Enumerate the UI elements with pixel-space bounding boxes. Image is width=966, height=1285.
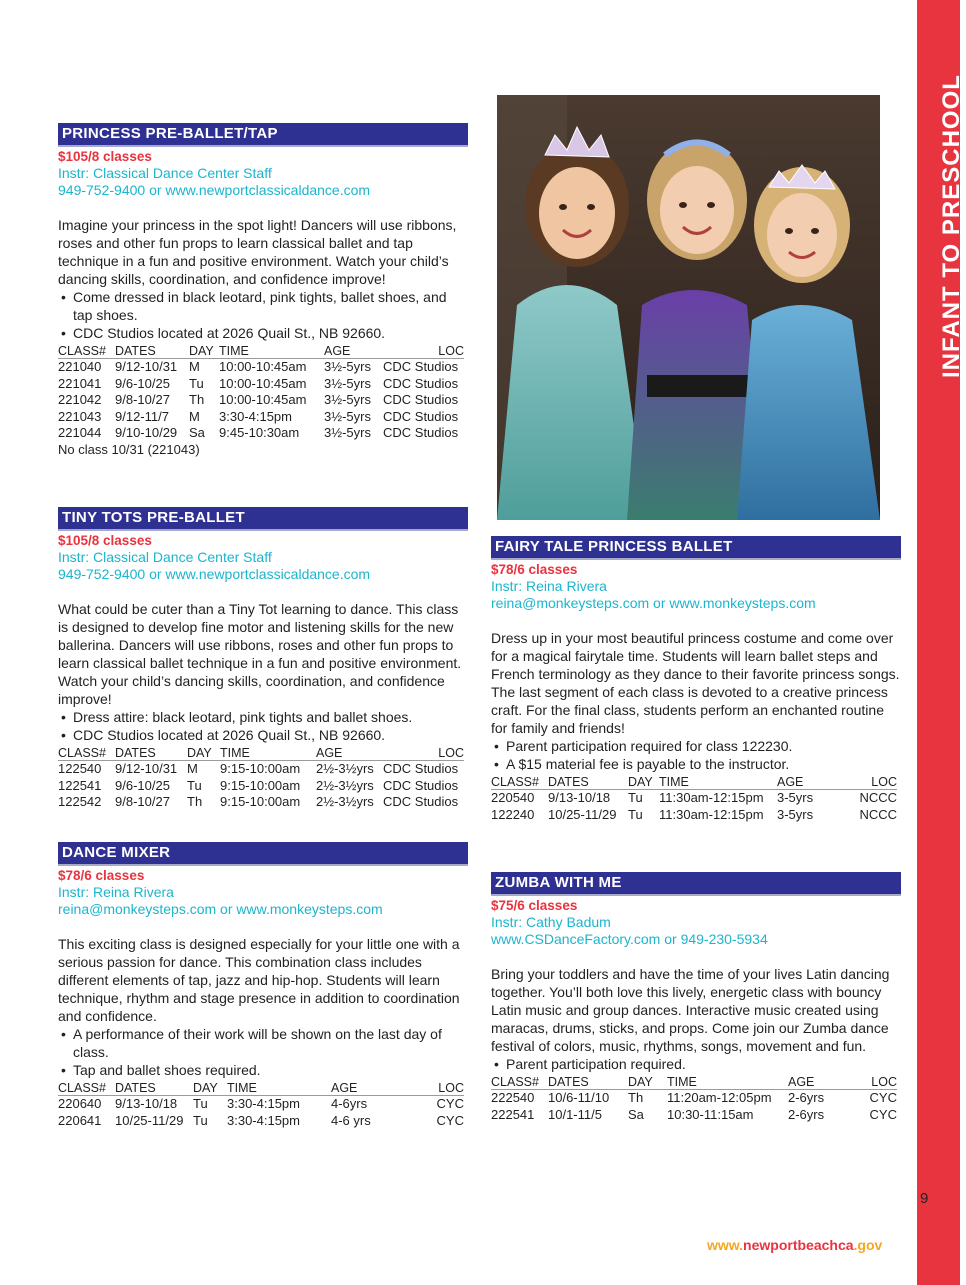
cell: 221041 xyxy=(58,375,102,391)
class-schedule-table xyxy=(491,1075,897,1123)
cell: Tu xyxy=(628,790,643,805)
cell: 2½-3½yrs xyxy=(316,777,374,793)
cell: Tu xyxy=(193,1096,208,1111)
contact[interactable]: 949-752-9400 or www.newportclassicaldance.com xyxy=(58,565,371,582)
cell: CYC xyxy=(869,1106,897,1122)
section-title: ZUMBA WITH ME xyxy=(491,872,901,894)
cell: 9:45-10:30am xyxy=(219,425,300,440)
cell: 10:00-10:45am xyxy=(219,392,307,407)
cell: 10/1-11/5 xyxy=(548,1106,602,1122)
description: Imagine your princess in the spot light! Dancers will use ribbons, roses and other fun props to learn classical ballet and tap technique in a fun and positive environment. Watch your child’s dancing skills, coordination, and confidence improve! xyxy=(58,217,457,287)
header-day: DAY xyxy=(187,746,220,761)
cell: CYC xyxy=(436,1112,464,1128)
cell: Tu xyxy=(189,375,204,391)
header-dates: DATES xyxy=(548,775,628,790)
bullet-item: • Come dressed in black leotard, pink tights, ballet shoes, and tap shoes. xyxy=(58,288,468,324)
instructor: Instr: Reina Rivera xyxy=(58,884,174,900)
header-class: CLASS# xyxy=(58,1081,115,1096)
section-tiny-tots xyxy=(58,507,468,811)
section-title: FAIRY TALE PRINCESS BALLET xyxy=(491,536,901,558)
cell: M xyxy=(187,761,198,776)
princess-dancers-photo xyxy=(497,95,880,520)
footer-prefix: www. xyxy=(707,1237,744,1253)
cell: CDC Studios xyxy=(383,375,459,391)
cell: 122540 xyxy=(58,761,102,776)
cell: 3½-5yrs xyxy=(324,359,371,374)
table-row xyxy=(58,359,464,376)
cell: M xyxy=(189,359,200,374)
contact[interactable]: www.CSDanceFactory.com or 949-230-5934 xyxy=(491,930,768,947)
cell: 9/12-11/7 xyxy=(115,408,169,424)
cell: 9/13-10/18 xyxy=(548,790,611,805)
header-loc: LOC xyxy=(401,1081,464,1096)
bullet-item: • CDC Studios located at 2026 Quail St., NB 92660. xyxy=(58,324,468,342)
table-header-row xyxy=(58,344,464,359)
cell: 4-6yrs xyxy=(331,1096,368,1111)
cell: 10:00-10:45am xyxy=(219,359,307,374)
bullet-item: • Tap and ballet shoes required. xyxy=(58,1061,468,1079)
cell: 11:30am-12:15pm xyxy=(659,790,764,805)
cell: CDC Studios xyxy=(383,392,459,407)
bullet-item: • Parent participation required. xyxy=(491,1055,901,1073)
cell: 221040 xyxy=(58,359,102,374)
cell: 2½-3½yrs xyxy=(316,761,374,776)
cell: NCCC xyxy=(859,806,897,822)
section-title: TINY TOTS PRE-BALLET xyxy=(58,507,468,529)
footer-domain: newportbeachca xyxy=(743,1237,854,1253)
cell: 9:15-10:00am xyxy=(220,761,301,776)
description: What could be cuter than a Tiny Tot learning to dance. This class is designed to develop fine motor and listening skills for the new ballerina. Dancers will use ribbons, roses and other fun props to learn classical ballet technique in a fun and positive environment. Watch your child’s dancing skills, coordination, and confidence improve! xyxy=(58,601,462,707)
cell: 3:30-4:15pm xyxy=(227,1096,300,1111)
class-schedule-table xyxy=(491,775,897,823)
price: $78/6 classes xyxy=(491,562,578,577)
header-age: AGE xyxy=(777,775,841,790)
header-class: CLASS# xyxy=(491,1075,548,1090)
table-row xyxy=(491,790,897,807)
header-time: TIME xyxy=(659,775,777,790)
header-day: DAY xyxy=(189,344,219,359)
cell: CYC xyxy=(869,1090,897,1105)
cell: 220640 xyxy=(58,1096,102,1111)
cell: Tu xyxy=(193,1112,208,1128)
header-class: CLASS# xyxy=(58,746,115,761)
table-header-row xyxy=(491,1075,897,1090)
header-loc: LOC xyxy=(383,746,464,761)
cell: CDC Studios xyxy=(383,425,459,440)
contact[interactable]: reina@monkeysteps.com or www.monkeysteps.com xyxy=(58,900,383,917)
header-time: TIME xyxy=(220,746,316,761)
cell: 220540 xyxy=(491,790,535,805)
cell: CDC Studios xyxy=(383,777,459,793)
cell: 3:30-4:15pm xyxy=(227,1112,300,1128)
table-header-row xyxy=(491,775,897,790)
header-loc: LOC xyxy=(841,775,897,790)
header-loc: LOC xyxy=(848,1075,897,1090)
cell: CDC Studios xyxy=(383,408,459,424)
cell: 4-6 yrs xyxy=(331,1112,371,1128)
cell: 9:15-10:00am xyxy=(220,794,301,809)
cell: 3½-5yrs xyxy=(324,392,371,407)
table-row xyxy=(58,794,464,811)
cell: 2-6yrs xyxy=(788,1106,825,1122)
cell: CDC Studios xyxy=(383,761,459,776)
cell: Th xyxy=(187,794,203,809)
cell: 10/25-11/29 xyxy=(548,806,617,822)
cell: CYC xyxy=(436,1096,464,1111)
section-zumba xyxy=(491,872,901,1123)
section-princess-pre-ballet xyxy=(58,123,468,458)
cell: 9/13-10/18 xyxy=(115,1096,178,1111)
schedule-note: No class 10/31 (221043) xyxy=(58,441,200,457)
header-day: DAY xyxy=(628,1075,667,1090)
cell: CDC Studios xyxy=(383,359,459,374)
description: Bring your toddlers and have the time of your lives Latin dancing together. You’ll both love this lively, energetic class with bouncy Latin music and group dances. Interactive music created using maracas, drums, sticks, and props. Come join our Zumba dance festival of colors, music, rhythms, songs, movement and fun. xyxy=(491,966,890,1054)
cell: Sa xyxy=(189,425,205,440)
cell: 122541 xyxy=(58,777,102,793)
table-row xyxy=(58,392,464,409)
bullet-item: • A $15 material fee is payable to the instructor. xyxy=(491,755,901,773)
header-age: AGE xyxy=(331,1081,401,1096)
cell: 220641 xyxy=(58,1112,102,1128)
cell: 3-5yrs xyxy=(777,806,814,822)
footer-website-link[interactable] xyxy=(707,1237,882,1253)
header-class: CLASS# xyxy=(491,775,548,790)
cell: 9/10-10/29 xyxy=(115,425,178,440)
cell: 10:00-10:45am xyxy=(219,375,307,391)
cell: 10/25-11/29 xyxy=(115,1112,184,1128)
cell: 10:30-11:15am xyxy=(667,1106,754,1122)
table-row xyxy=(491,1090,897,1107)
table-header-row xyxy=(58,1081,464,1096)
header-dates: DATES xyxy=(115,344,189,359)
section-title: DANCE MIXER xyxy=(58,842,468,864)
cell: 3½-5yrs xyxy=(324,408,371,424)
header-day: DAY xyxy=(193,1081,227,1096)
cell: 9/6-10/25 xyxy=(115,375,170,391)
section-side-label: INFANT TO PRESCHOOL xyxy=(938,74,965,378)
cell: Tu xyxy=(628,806,643,822)
header-age: AGE xyxy=(324,344,383,359)
cell: 3:30-4:15pm xyxy=(219,408,292,424)
table-row xyxy=(58,778,464,795)
bullet-item: • A performance of their work will be shown on the last day of class. xyxy=(58,1025,468,1061)
header-age: AGE xyxy=(316,746,383,761)
table-row xyxy=(58,1096,464,1113)
price: $105/8 classes xyxy=(58,533,152,548)
instructor: Instr: Classical Dance Center Staff xyxy=(58,549,272,565)
cell: 122240 xyxy=(491,806,535,822)
price: $105/8 classes xyxy=(58,149,152,164)
cell: 9/12-10/31 xyxy=(115,761,178,776)
header-time: TIME xyxy=(227,1081,331,1096)
table-row xyxy=(58,761,464,778)
page-number: 9 xyxy=(920,1190,929,1207)
class-schedule-table xyxy=(58,344,464,442)
header-dates: DATES xyxy=(115,746,187,761)
instructor: Instr: Reina Rivera xyxy=(491,578,607,594)
cell: 9/8-10/27 xyxy=(115,392,170,407)
header-loc: LOC xyxy=(383,344,464,359)
cell: 122542 xyxy=(58,794,102,809)
price: $75/6 classes xyxy=(491,898,578,913)
cell: 222541 xyxy=(491,1106,535,1122)
cell: 3½-5yrs xyxy=(324,425,371,440)
cell: 221044 xyxy=(58,425,102,440)
cell: Th xyxy=(628,1090,644,1105)
cell: 10/6-11/10 xyxy=(548,1090,610,1105)
table-row xyxy=(58,425,464,442)
cell: NCCC xyxy=(859,790,897,805)
cell: 9/8-10/27 xyxy=(115,794,170,809)
table-row xyxy=(491,807,897,824)
header-dates: DATES xyxy=(548,1075,628,1090)
instructor: Instr: Classical Dance Center Staff xyxy=(58,165,272,181)
cell: Th xyxy=(189,392,205,407)
cell: 3-5yrs xyxy=(777,790,814,805)
cell: 9:15-10:00am xyxy=(220,777,301,793)
header-age: AGE xyxy=(788,1075,848,1090)
section-fairy-tale-ballet xyxy=(491,536,901,823)
bullet-item: • Parent participation required for class 122230. xyxy=(491,737,901,755)
bullet-item: • Dress attire: black leotard, pink tights and ballet shoes. xyxy=(58,708,468,726)
contact[interactable]: reina@monkeysteps.com or www.monkeysteps.com xyxy=(491,594,816,611)
section-title: PRINCESS PRE-BALLET/TAP xyxy=(58,123,468,145)
description: Dress up in your most beautiful princess costume and come over for a magical fairytale time. Students will learn ballet steps and French terminology as they dance to their favorite princess songs. The last segment of each class is devoted to a creative princess craft. For the final class, students perform an enchanted routine for family and friends! xyxy=(491,630,900,736)
price: $78/6 classes xyxy=(58,868,145,883)
contact[interactable]: 949-752-9400 or www.newportclassicaldance.com xyxy=(58,181,371,198)
cell: CDC Studios xyxy=(383,794,459,809)
table-row xyxy=(58,376,464,393)
bullet-item: • CDC Studios located at 2026 Quail St., NB 92660. xyxy=(58,726,468,744)
cell: 9/6-10/25 xyxy=(115,777,170,793)
cell: 2-6yrs xyxy=(788,1090,825,1105)
table-row xyxy=(58,409,464,426)
cell: Sa xyxy=(628,1106,644,1122)
table-header-row xyxy=(58,746,464,761)
header-class: CLASS# xyxy=(58,344,115,359)
header-dates: DATES xyxy=(115,1081,193,1096)
table-row xyxy=(491,1107,897,1124)
footer-suffix: .gov xyxy=(853,1237,883,1253)
description: This exciting class is designed especially for your little one with a serious passion for dance. This combination class includes different elements of tap, jazz and hip-hop. Students will learn technique, rhythm and stage presence in addition to coordination and confidence. xyxy=(58,936,460,1024)
class-schedule-table xyxy=(58,746,464,811)
header-day: DAY xyxy=(628,775,659,790)
cell: 2½-3½yrs xyxy=(316,794,374,809)
header-time: TIME xyxy=(667,1075,788,1090)
cell: 11:30am-12:15pm xyxy=(659,806,764,822)
cell: 222540 xyxy=(491,1090,535,1105)
cell: 3½-5yrs xyxy=(324,375,371,391)
cell: M xyxy=(189,408,200,424)
cell: 11:20am-12:05pm xyxy=(667,1090,772,1105)
photo-illustration xyxy=(497,95,880,520)
cell: 9/12-10/31 xyxy=(115,359,178,374)
class-schedule-table xyxy=(58,1081,464,1129)
cell: 221043 xyxy=(58,408,102,424)
instructor: Instr: Cathy Badum xyxy=(491,914,611,930)
header-time: TIME xyxy=(219,344,324,359)
table-row xyxy=(58,1113,464,1130)
section-dance-mixer xyxy=(58,842,468,1129)
cell: 221042 xyxy=(58,392,102,407)
cell: Tu xyxy=(187,777,202,793)
